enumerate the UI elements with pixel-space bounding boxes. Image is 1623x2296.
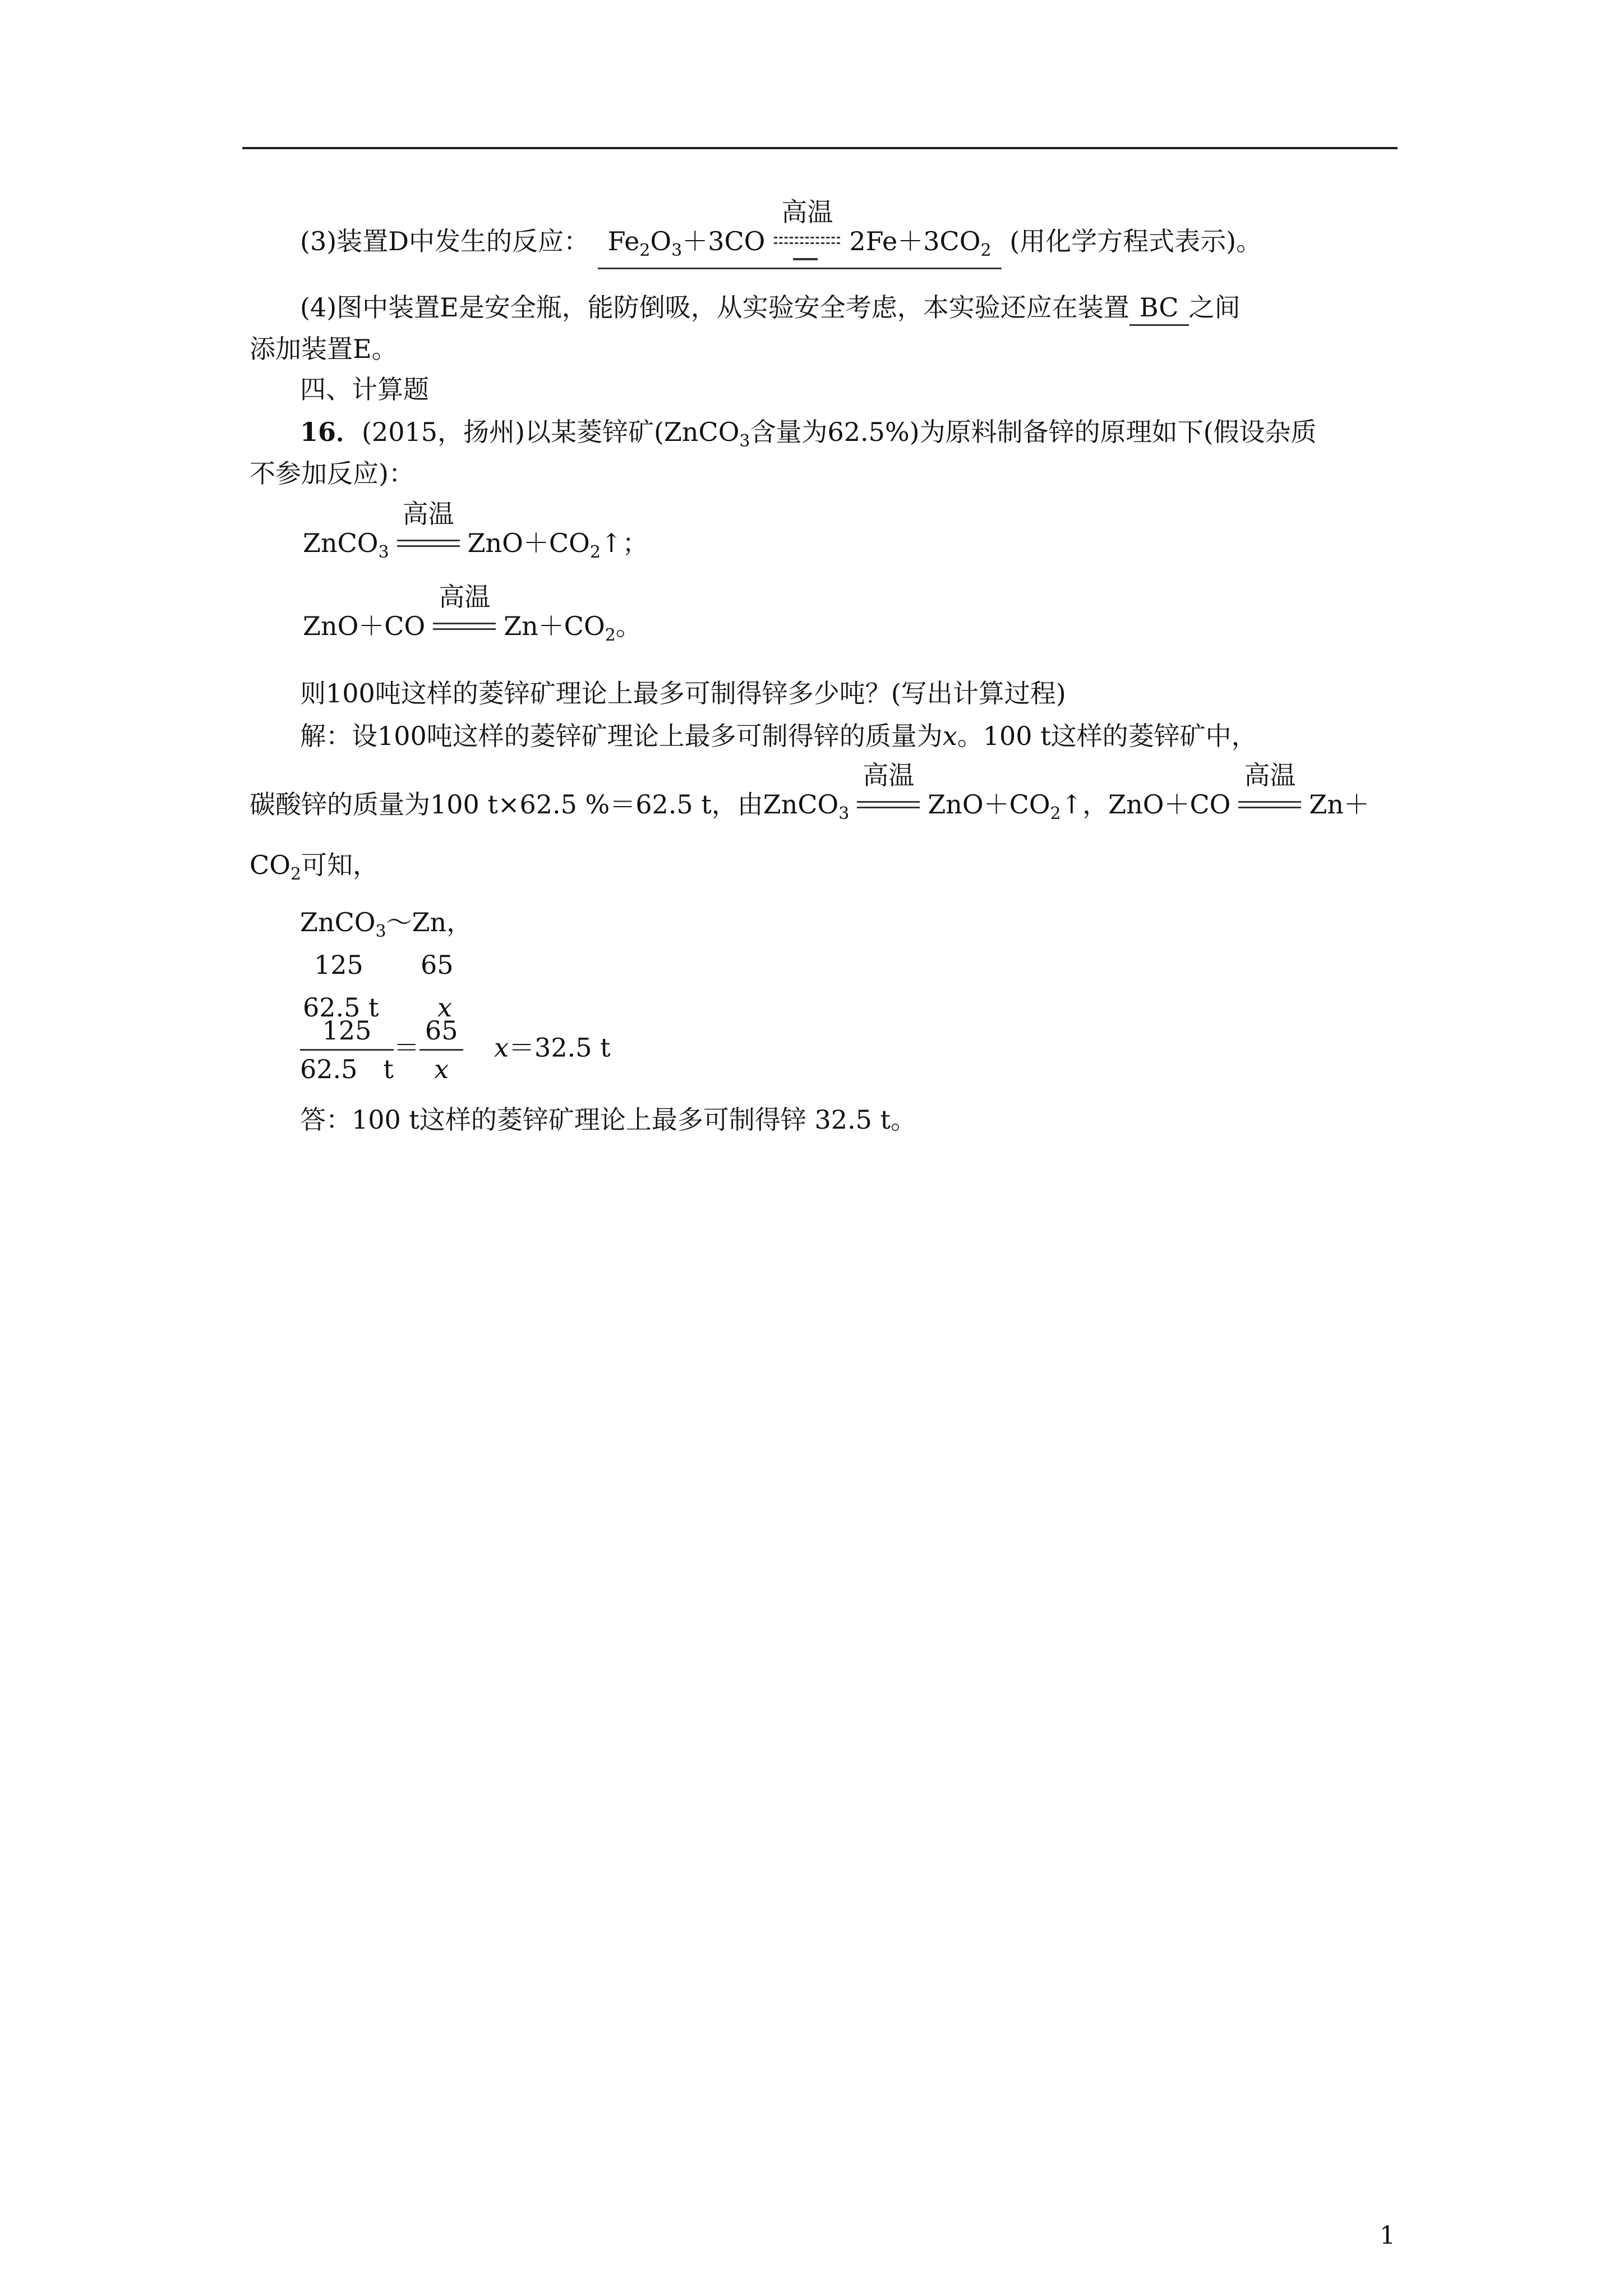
eq2-rhs: Zn＋CO (504, 611, 605, 641)
mass-znco3: 62.5 t (303, 992, 379, 1023)
q4-prefix: (4)图中装置E是安全瓶，能防倒吸，从实验安全考虑，本实验还应在装置 (300, 292, 1129, 323)
q3-lhs-tail: ＋3CO (682, 226, 766, 256)
sol-line2-b: ZnO＋CO (928, 789, 1050, 820)
rel-sub: 3 (375, 922, 386, 941)
q3-rhs-sub: 2 (980, 241, 992, 260)
sol-line2-sub2: 2 (1050, 804, 1061, 823)
q3-answer-rhs: 2Fe＋3CO (849, 226, 981, 256)
sol-line3-a: CO (250, 850, 291, 880)
q16-question: 则100吨这样的菱锌矿理论上最多可制得锌多少吨？(写出计算过程) (300, 678, 1066, 708)
sol-condition-arrow-2 (1236, 760, 1303, 823)
eq2-condition: 高温 (439, 582, 491, 612)
eq1-tail: ↑； (600, 528, 648, 558)
eq1-rhs: ZnO＋CO (467, 528, 590, 558)
sol-condition-2: 高温 (1244, 760, 1296, 790)
molar-mass-zn: 65 (421, 950, 454, 980)
page-number: 1 (1380, 2221, 1395, 2250)
eq2-lhs: ZnO＋CO (303, 611, 426, 641)
rel-b: ～Zn， (386, 907, 473, 937)
eq1-condition-arrow (395, 499, 462, 562)
sol-line2-a: 碳酸锌的质量为100 t×62.5 %＝62.5 t，由ZnCO (250, 789, 839, 820)
q3-prefix: (3)装置D中发生的反应： (300, 226, 590, 256)
fraction-2-denominator: x (434, 1054, 449, 1084)
q16-stem-sub: 3 (739, 431, 750, 451)
q4-answer: BC (1129, 292, 1189, 326)
q4-suffix: 之间 (1188, 292, 1241, 323)
q3-suffix: (用化学方程式表示)。 (1009, 226, 1262, 256)
q16-eq1 (303, 499, 648, 569)
eq2-rhs-sub: 2 (605, 625, 616, 645)
q4-line2: 添加装置E。 (250, 334, 398, 364)
proportion-line (300, 1014, 611, 1085)
sol-condition-arrow-1 (855, 760, 922, 823)
q4-line1 (300, 291, 1241, 326)
sol-line2-c: ↑，ZnO＋CO (1061, 789, 1231, 820)
eq2-condition-arrow (431, 582, 498, 645)
sol-line1-b: 。100 t这样的菱锌矿中， (957, 721, 1257, 751)
result-var: x (494, 1032, 509, 1063)
eq2-tail: 。 (615, 611, 642, 641)
relation-line (300, 905, 472, 949)
header-rule (242, 147, 1398, 149)
final-answer: 答：100 t这样的菱锌矿理论上最多可制得锌 32.5 t。 (300, 1105, 917, 1135)
rel-a: ZnCO (300, 907, 376, 937)
q3-sub1: 2 (639, 241, 651, 260)
q3-sub2: 3 (671, 241, 683, 260)
fraction-2 (419, 1014, 464, 1085)
eq1-lhs: ZnCO (303, 528, 379, 558)
q3-answer-lhs: Fe (607, 226, 640, 256)
result-value: ＝32.5 t (509, 1032, 611, 1063)
q16-stem-line2: 不参加反应)： (250, 458, 414, 489)
eq1-rhs-sub: 2 (589, 542, 601, 562)
molar-mass-znco3: 125 (314, 950, 363, 980)
eq1-condition: 高温 (402, 499, 454, 529)
molar-mass-row (314, 948, 363, 982)
sol-line2-d: Zn＋ (1309, 789, 1370, 820)
q3-answer (598, 197, 1002, 269)
sol-var: x (942, 721, 957, 751)
fraction-1-numerator: 125 (300, 1014, 394, 1051)
section-title: 四、计算题 (300, 374, 429, 404)
q3-mid: O (650, 226, 672, 256)
q3-condition-arrow (771, 197, 843, 260)
q16-eq2 (303, 582, 642, 652)
q3-line (300, 197, 1262, 269)
sol-line3-sub: 2 (290, 864, 302, 884)
solution-line1 (300, 719, 1257, 753)
fraction-1-denominator: 62.5 t (300, 1054, 394, 1084)
q16-stem-line1 (300, 415, 1317, 458)
equals-sign: ＝ (393, 1032, 419, 1063)
sol-line2-sub: 3 (838, 804, 850, 823)
fraction-1 (300, 1014, 394, 1085)
q3-condition: 高温 (781, 197, 833, 227)
q16-number: 16． (300, 417, 362, 447)
solution-line2 (250, 760, 1370, 831)
sol-line3-b: 可知， (301, 850, 379, 880)
solution-line3 (250, 848, 379, 891)
q16-stem-b: 含量为62.5%)为原料制备锌的原理如下(假设杂质 (750, 417, 1317, 447)
fraction-2-numerator: 65 (419, 1014, 464, 1051)
eq1-lhs-sub: 3 (378, 542, 389, 562)
q16-stem-a: (2015，扬州)以某菱锌矿(ZnCO (362, 417, 740, 447)
mass-zn-var: x (437, 992, 452, 1023)
sol-condition-1: 高温 (863, 760, 915, 790)
sol-line1-a: 解：设100吨这样的菱锌矿理论上最多可制得锌的质量为 (300, 721, 943, 751)
